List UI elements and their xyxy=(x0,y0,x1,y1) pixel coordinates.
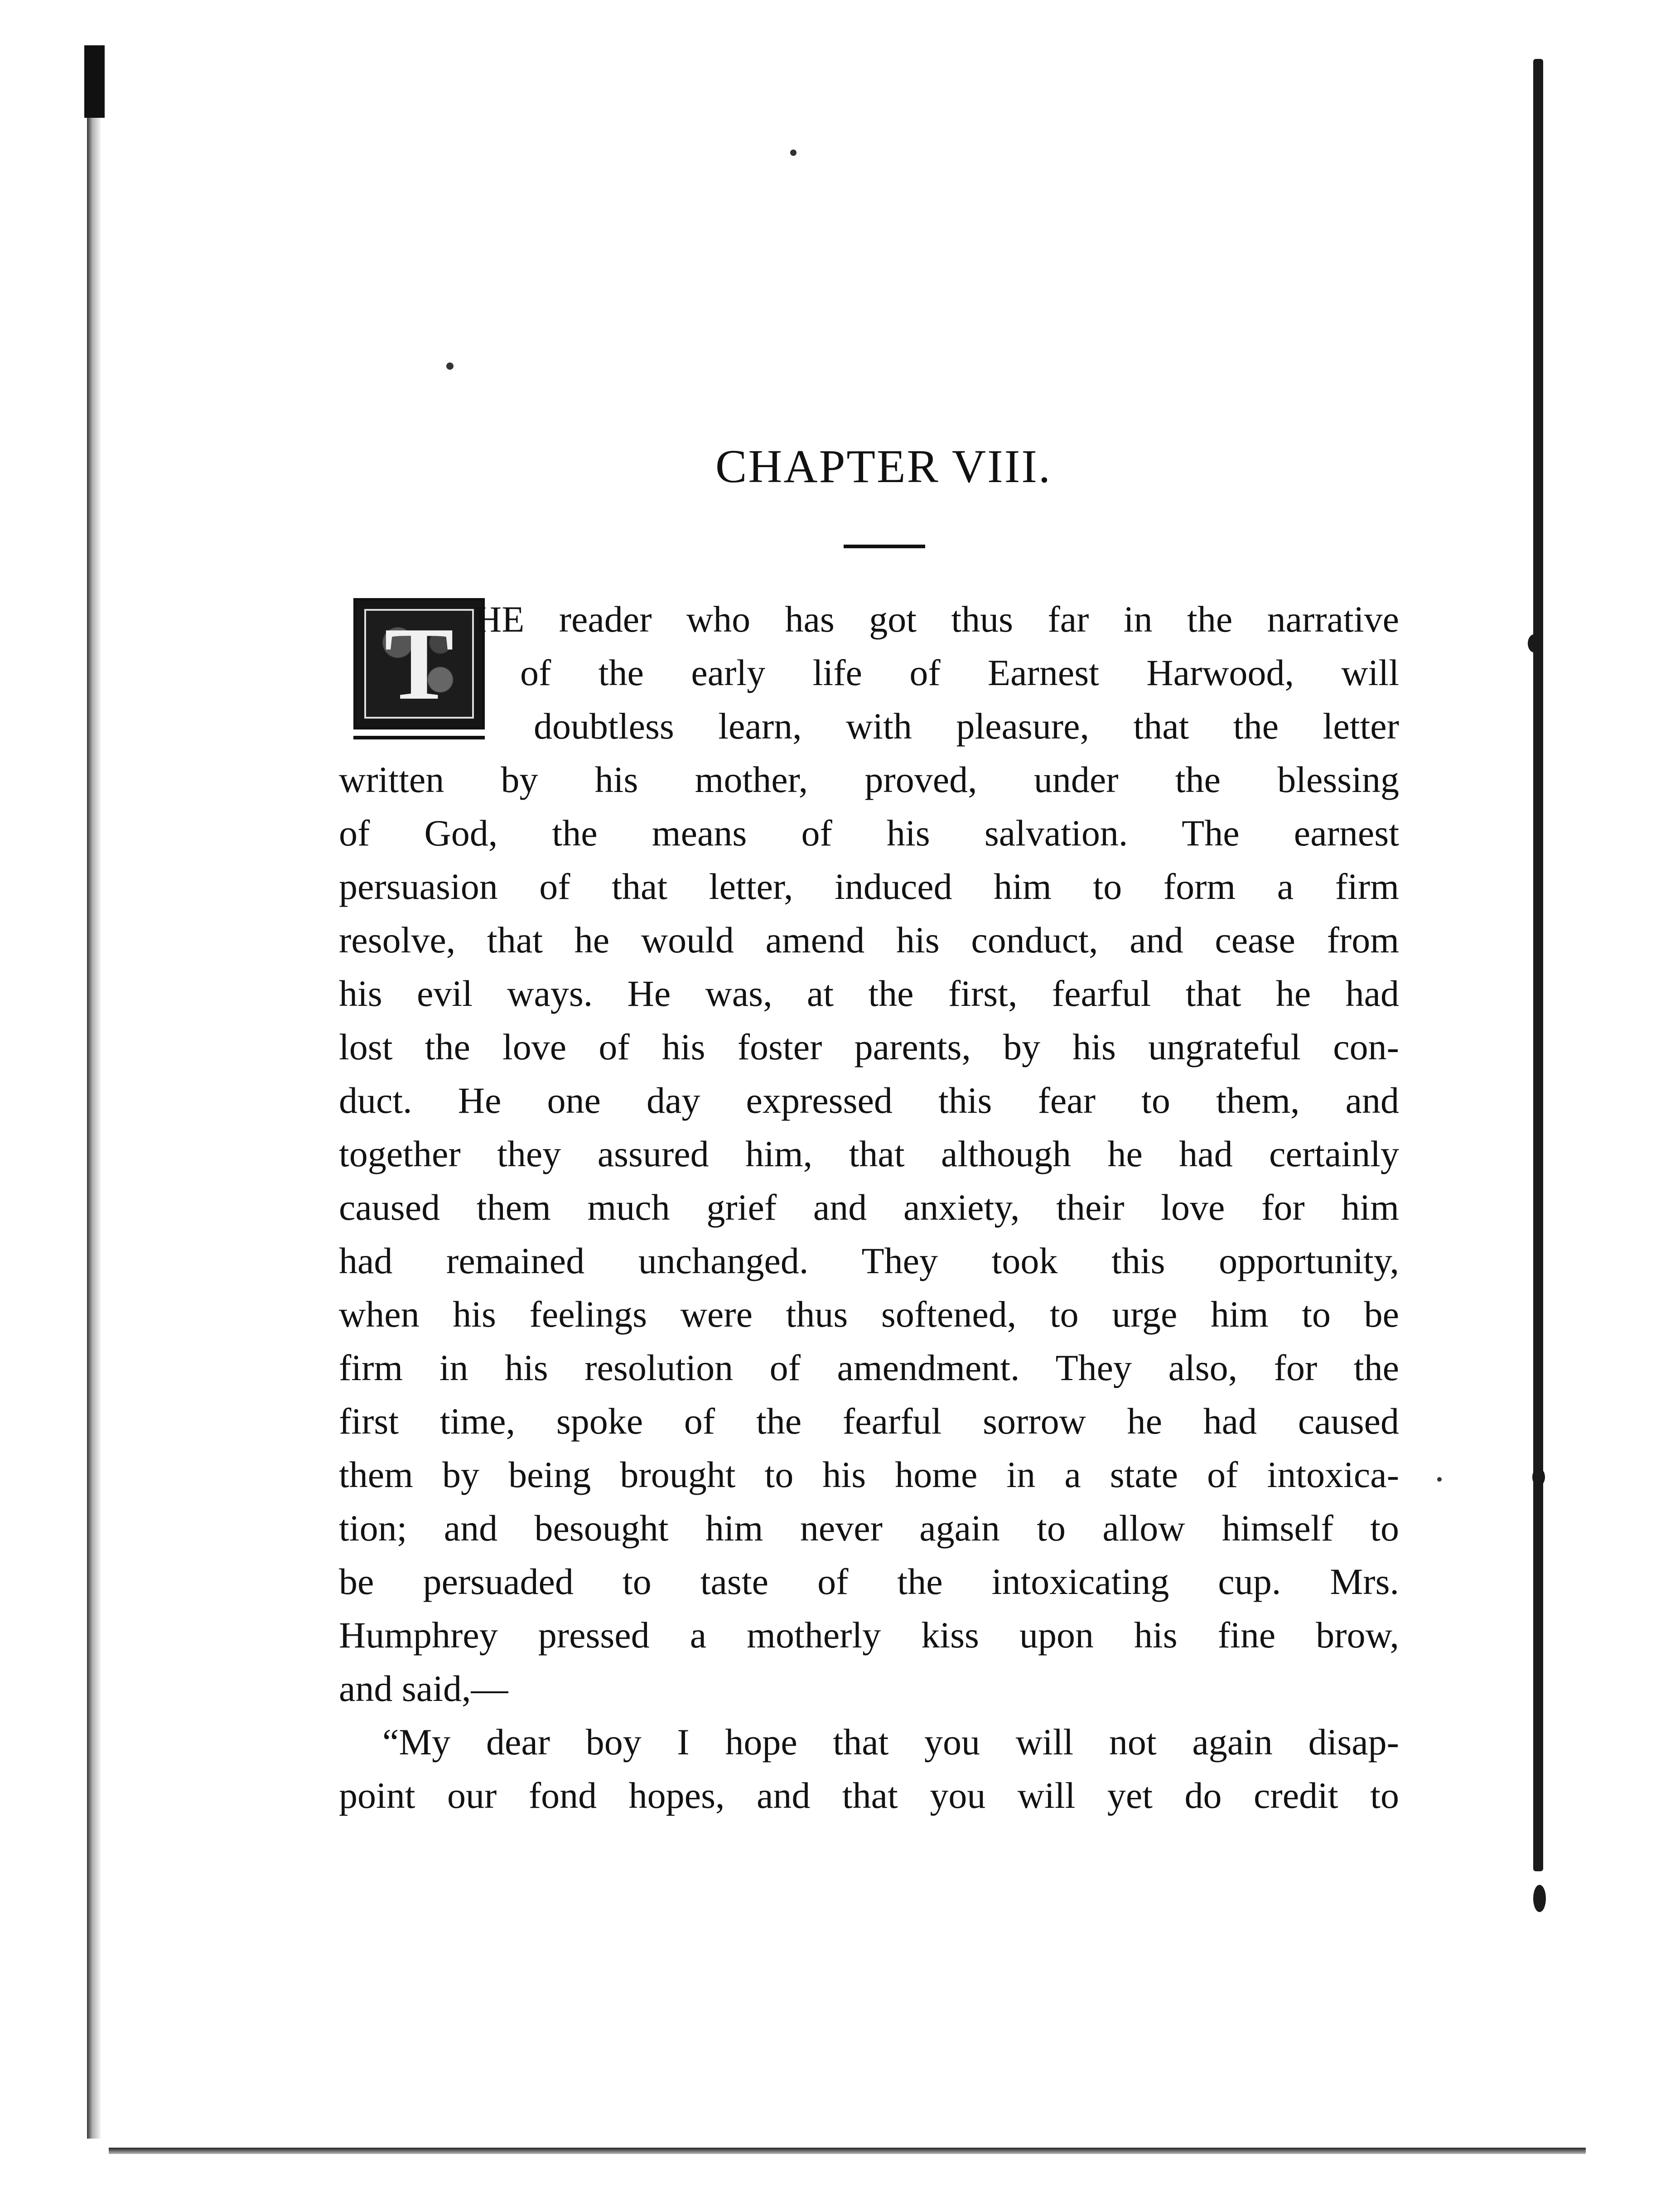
body-text xyxy=(339,593,1399,1822)
text-line: when his feelings were thus softened, to urge him to be xyxy=(339,1294,1399,1335)
text-line: resolve, that he would amend his conduct, and cease from xyxy=(339,919,1399,961)
scan-dot xyxy=(1437,1477,1442,1482)
drop-cap-letter: T xyxy=(384,606,454,721)
text-line: caused them much grief and anxiety, their love for him xyxy=(339,1187,1399,1228)
text-line: of the early life of Earnest Harwood, will xyxy=(520,652,1399,693)
scan-left-edge-mark xyxy=(84,45,105,118)
text-line: first time, spoke of the fearful sorrow he had caused xyxy=(339,1401,1399,1442)
text-line: firm in his resolution of amendment. They also, for the xyxy=(339,1347,1399,1388)
scan-bottom-edge xyxy=(109,2148,1586,2154)
scan-right-edge xyxy=(1533,59,1543,1871)
text-line: doubtless learn, with pleasure, that the letter xyxy=(534,705,1399,747)
scan-dot xyxy=(446,362,454,370)
text-line: and said,— xyxy=(339,1668,508,1709)
scan-speck xyxy=(1528,634,1540,652)
text-line: had remained unchanged. They took this opportunity, xyxy=(339,1240,1399,1281)
text-line: them by being brought to his home in a state of intoxica- xyxy=(339,1454,1399,1495)
scan-speck xyxy=(1532,1468,1545,1486)
text-line: persuasion of that letter, induced him to form a firm xyxy=(339,866,1399,907)
text-line: lost the love of his foster parents, by his ungrateful con- xyxy=(339,1026,1399,1067)
text-line: tion; and besought him never again to allow himself to xyxy=(339,1507,1399,1549)
text-line: of God, the means of his salvation. The earnest xyxy=(339,812,1399,854)
text-line: be persuaded to taste of the intoxicating cup. Mrs. xyxy=(339,1561,1399,1602)
scan-left-edge xyxy=(87,45,101,2139)
text-line: “My dear boy I hope that you will not again disap- xyxy=(382,1721,1399,1763)
text-line: duct. He one day expressed this fear to them, and xyxy=(339,1080,1399,1121)
scan-speck xyxy=(1533,1885,1546,1912)
scan-dot xyxy=(790,150,797,156)
text-line: written by his mother, proved, under the blessing xyxy=(339,759,1399,800)
text-line: HE reader who has got thus far in the narrative xyxy=(475,599,1399,640)
chapter-rule xyxy=(844,545,925,548)
text-line: his evil ways. He was, at the first, fearful that he had xyxy=(339,973,1399,1014)
text-line: Humphrey pressed a motherly kiss upon his fine brow, xyxy=(339,1614,1399,1656)
chapter-title: CHAPTER VIII. xyxy=(715,440,1052,493)
text-line: together they assured him, that although he had certainly xyxy=(339,1133,1399,1174)
text-line: point our fond hopes, and that you will yet do credit to xyxy=(339,1775,1399,1816)
